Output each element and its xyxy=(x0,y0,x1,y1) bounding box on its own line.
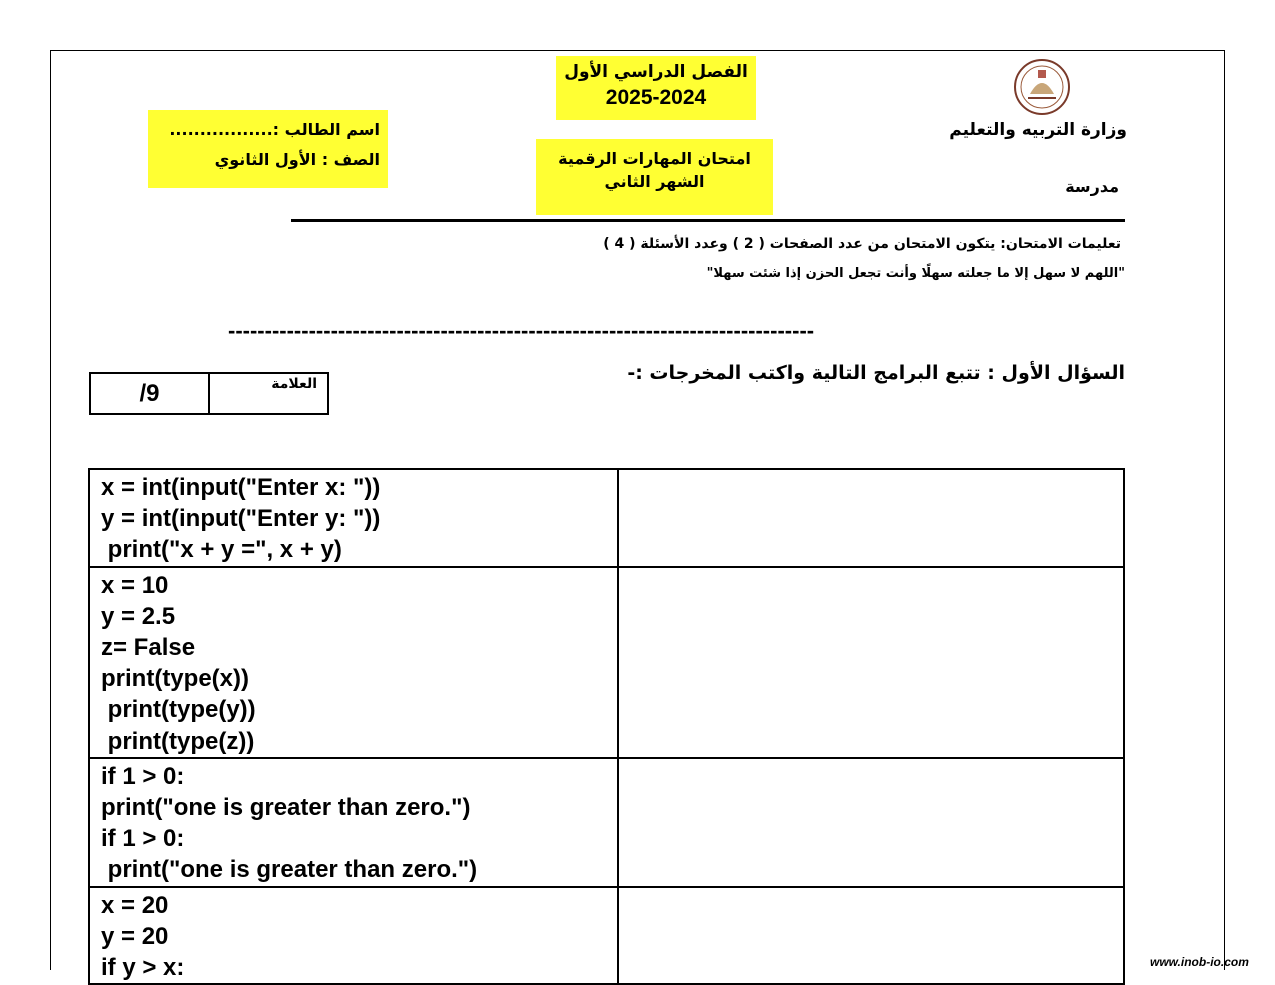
term-box xyxy=(556,56,756,120)
code-line: if 1 > 0: xyxy=(101,825,185,853)
code-line: if 1 > 0: xyxy=(101,762,185,790)
code-line: print("one is greater than zero.") xyxy=(101,856,478,884)
code-line: print("one is greater than zero.") xyxy=(101,794,471,822)
mark-value: /9 xyxy=(91,374,210,413)
exam-title: امتحان المهارات الرقمية xyxy=(558,149,751,168)
exam-instructions: تعليمات الامتحان: يتكون الامتحان من عدد الصفحات ( 2 ) وعدد الأسئلة ( 4 ) xyxy=(603,236,1121,252)
school-label: مدرسة xyxy=(1065,177,1119,196)
grade-label: الصف : الأول الثانوي xyxy=(214,150,380,169)
student-name-field: اسم الطالب :................. xyxy=(169,120,380,139)
website-watermark: www.inob-io.com xyxy=(1150,955,1249,969)
output-answer-cell[interactable] xyxy=(618,758,1124,887)
mark-box xyxy=(89,372,329,415)
output-answer-cell[interactable] xyxy=(618,567,1124,758)
code-line: print(type(x)) xyxy=(101,665,249,693)
mark-label: العلامة xyxy=(271,376,317,392)
code-line: x = int(input("Enter x: ")) xyxy=(101,474,381,501)
code-line: z= False xyxy=(101,634,196,662)
table-row xyxy=(89,758,1124,887)
program-code-cell xyxy=(89,469,618,567)
ministry-emblem-icon xyxy=(1010,58,1074,116)
code-line: print(type(z)) xyxy=(101,727,255,755)
question-1-title: السؤال الأول : تتبع البرامج التالية واكتب المخرجات :- xyxy=(627,362,1125,384)
student-info-box xyxy=(148,110,388,188)
term-label: الفصل الدراسي الأول xyxy=(564,62,748,82)
dashed-separator: -------------------------------------------------------------------------------- xyxy=(228,318,815,343)
code-line: y = 20 xyxy=(101,922,169,950)
prayer-quote: "اللهم لا سهل إلا ما جعلته سهلًا وأنت تجعل الحزن إذا شئت سهلا" xyxy=(706,266,1125,281)
code-line: print("x + y =", x + y) xyxy=(101,536,342,564)
code-line: x = 20 xyxy=(101,891,169,919)
code-line: if y > x: xyxy=(101,954,185,982)
table-row xyxy=(89,567,1124,758)
code-line: print(type(y)) xyxy=(101,696,256,724)
page-border-left xyxy=(50,50,51,970)
page-border-right xyxy=(1224,50,1225,970)
header-divider xyxy=(291,219,1125,222)
code-line: y = int(input("Enter y: ")) xyxy=(101,505,381,533)
program-code-cell xyxy=(89,567,618,758)
exam-month: الشهر الثاني xyxy=(604,172,705,191)
ministry-name: وزارة التربيه والتعليم xyxy=(949,120,1127,140)
code-line: x = 10 xyxy=(101,571,169,599)
output-answer-cell[interactable] xyxy=(618,469,1124,567)
page-border-top xyxy=(50,50,1225,51)
school-year: 2025-2024 xyxy=(605,86,707,109)
exam-title-box xyxy=(536,139,773,215)
programs-table xyxy=(88,468,1125,985)
code-line: y = 2.5 xyxy=(101,602,176,630)
program-code-cell xyxy=(89,758,618,887)
table-row xyxy=(89,469,1124,567)
